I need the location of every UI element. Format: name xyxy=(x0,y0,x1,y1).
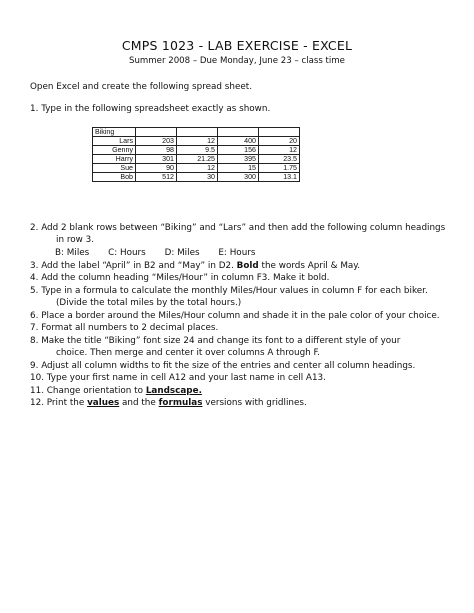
step-12-and: and the xyxy=(119,398,159,408)
sheet-value-cell: 15 xyxy=(218,164,259,173)
sheet-title-cell: Biking xyxy=(93,128,136,137)
step-3 xyxy=(30,261,360,271)
step-5: 5. Type in a formula to calculate the monthly Miles/Hour values in column F for each biker. xyxy=(30,286,428,296)
step-9: 9. Adjust all column widths to fit the size of the entries and center all column headings. xyxy=(30,361,416,371)
step-4: 4. Add the column heading “Miles/Hour” in column F3. Make it bold. xyxy=(30,273,330,283)
sheet-name-cell: Sue xyxy=(93,164,136,173)
sheet-value-cell: 13.1 xyxy=(259,173,300,182)
step-3-text: 3. Add the label “April” in B2 and “May” in D2. xyxy=(30,261,237,271)
column-heading-b: B: Miles xyxy=(55,248,90,258)
step-3-bold: Bold xyxy=(236,261,259,271)
sheet-header-row xyxy=(93,128,300,137)
sheet-value-cell: 12 xyxy=(177,164,218,173)
column-headings-list xyxy=(55,248,271,258)
sheet-value-cell: 1.75 xyxy=(259,164,300,173)
sheet-value-cell: 12 xyxy=(177,137,218,146)
sheet-empty-cell xyxy=(259,128,300,137)
sheet-empty-cell xyxy=(136,128,177,137)
step-1: 1. Type in the following spreadsheet exactly as shown. xyxy=(30,104,271,114)
sheet-value-cell: 98 xyxy=(136,146,177,155)
step-11 xyxy=(30,386,202,396)
step-8: 8. Make the title “Biking” font size 24 and change its font to a different style of your xyxy=(30,336,401,346)
sheet-value-cell: 395 xyxy=(218,155,259,164)
sheet-value-cell: 21.25 xyxy=(177,155,218,164)
sheet-row xyxy=(93,146,300,155)
intro-text: Open Excel and create the following spread sheet. xyxy=(30,82,253,92)
sheet-value-cell: 12 xyxy=(259,146,300,155)
sheet-value-cell: 20 xyxy=(259,137,300,146)
column-heading-e: E: Hours xyxy=(218,248,256,258)
sheet-value-cell: 30 xyxy=(177,173,218,182)
sheet-value-cell: 512 xyxy=(136,173,177,182)
sheet-value-cell: 90 xyxy=(136,164,177,173)
sheet-name-cell: Harry xyxy=(93,155,136,164)
sheet-value-cell: 301 xyxy=(136,155,177,164)
sheet-value-cell: 156 xyxy=(218,146,259,155)
step-5-continued: (Divide the total miles by the total hours.) xyxy=(56,298,242,308)
page-title: CMPS 1023 - LAB EXERCISE - EXCEL xyxy=(121,38,353,53)
sheet-value-cell: 400 xyxy=(218,137,259,146)
step-12 xyxy=(30,398,307,408)
sheet-empty-cell xyxy=(218,128,259,137)
sheet-value-cell: 23.5 xyxy=(259,155,300,164)
sheet-name-cell: Lars xyxy=(93,137,136,146)
sheet-name-cell: Bob xyxy=(93,173,136,182)
sheet-row xyxy=(93,155,300,164)
step-3-tail: the words April & May. xyxy=(258,261,361,271)
step-8-continued: choice. Then merge and center it over columns A through F. xyxy=(56,348,320,358)
page-subtitle: Summer 2008 – Due Monday, June 23 – class time xyxy=(129,56,345,66)
step-2: 2. Add 2 blank rows between “Biking” and “Lars” and then add the following column headings xyxy=(30,223,446,233)
step-11-text: 11. Change orientation to xyxy=(30,386,146,396)
sheet-row xyxy=(93,173,300,182)
sheet-empty-cell xyxy=(177,128,218,137)
sheet-value-cell: 203 xyxy=(136,137,177,146)
sheet-name-cell: Genny xyxy=(93,146,136,155)
step-10: 10. Type your first name in cell A12 and your last name in cell A13. xyxy=(30,373,326,383)
step-12-formulas: formulas xyxy=(158,398,203,408)
column-heading-d: D: Miles xyxy=(164,248,200,258)
sheet-value-cell: 9.5 xyxy=(177,146,218,155)
sheet-value-cell: 300 xyxy=(218,173,259,182)
sample-spreadsheet xyxy=(92,127,300,182)
sheet-row xyxy=(93,164,300,173)
column-heading-c: C: Hours xyxy=(108,248,146,258)
step-7: 7. Format all numbers to 2 decimal places. xyxy=(30,323,219,333)
step-11-landscape: Landscape. xyxy=(145,386,202,396)
step-12-text: 12. Print the xyxy=(30,398,88,408)
step-2-continued: in row 3. xyxy=(56,235,95,245)
step-6: 6. Place a border around the Miles/Hour column and shade it in the pale color of your choice. xyxy=(30,311,440,321)
step-12-tail: versions with gridlines. xyxy=(202,398,307,408)
step-12-values: values xyxy=(87,398,120,408)
sheet-row xyxy=(93,137,300,146)
